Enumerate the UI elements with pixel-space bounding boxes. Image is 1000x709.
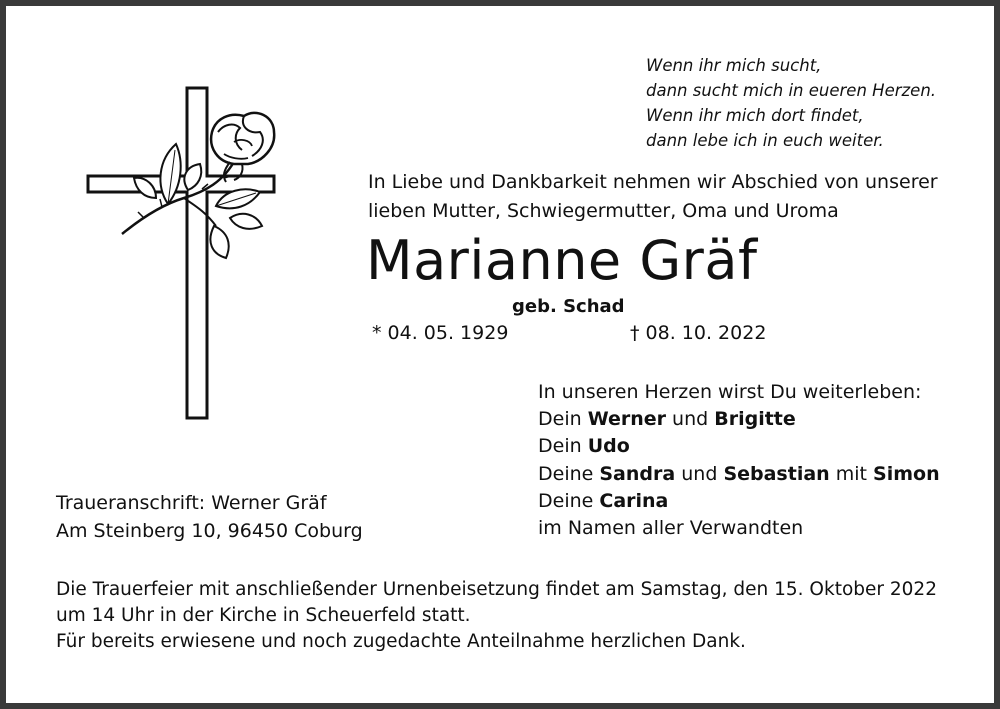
poem-line: Wenn ihr mich sucht, [646, 56, 822, 75]
farewell-intro [368, 168, 938, 226]
notice-line: Für bereits erwiesene und noch zugedachte Anteilnahme herzlichen Dank. [56, 631, 746, 652]
mourner-line: Dein Werner und Brigitte [538, 408, 796, 431]
intro-line: In Liebe und Dankbarkeit nehmen wir Abschied von unserer [368, 171, 938, 193]
mourners-intro: In unseren Herzen wirst Du weiterleben: [538, 381, 922, 403]
notice-line: Die Trauerfeier mit anschließender Urnenbeisetzung findet am Samstag, den 15. Oktober 2022 [56, 579, 937, 600]
intro-line: lieben Mutter, Schwiegermutter, Oma und Uroma [368, 200, 839, 222]
poem [646, 53, 936, 153]
funeral-notice [56, 577, 937, 655]
address-line: Traueranschrift: Werner Gräf [56, 492, 327, 514]
mourners-list [538, 379, 940, 542]
death-date: † 08. 10. 2022 [630, 322, 767, 344]
deceased-name: Marianne Gräf [366, 229, 758, 292]
address-line: Am Steinberg 10, 96450 Coburg [56, 520, 363, 542]
cross-with-rose-icon [84, 86, 284, 426]
mourner-line: Deine Carina [538, 489, 669, 512]
mourner-line: Deine Sandra und Sebastian mit Simon [538, 462, 940, 485]
obituary-card [6, 6, 994, 703]
poem-line: Wenn ihr mich dort findet, [646, 106, 864, 125]
poem-line: dann lebe ich in euch weiter. [646, 131, 884, 150]
notice-line: um 14 Uhr in der Kirche in Scheuerfeld statt. [56, 605, 471, 626]
mourner-line: Dein Udo [538, 435, 630, 458]
mourners-closing: im Namen aller Verwandten [538, 517, 804, 540]
birth-date: * 04. 05. 1929 [372, 322, 509, 344]
maiden-name: geb. Schad [512, 296, 625, 317]
poem-line: dann sucht mich in eueren Herzen. [646, 81, 937, 100]
mourning-address [56, 489, 363, 545]
